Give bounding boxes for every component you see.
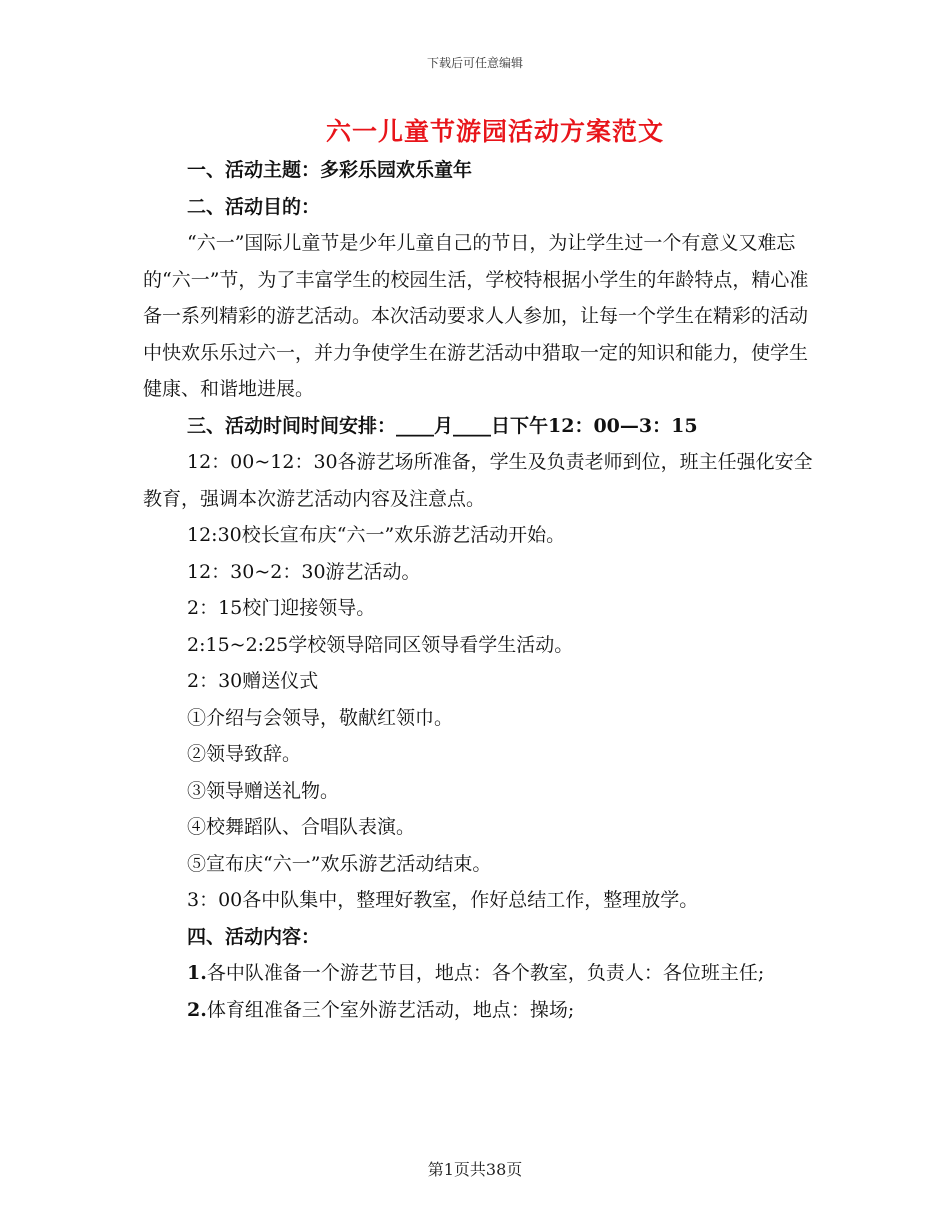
content-item: [143, 992, 813, 1029]
schedule-item: 2:15~2:25学校领导陪同区领导看学生活动。: [187, 633, 574, 656]
schedule-item: ④校舞蹈队、合唱队表演。: [187, 816, 416, 838]
schedule-item: ⑤宣布庆“六一”欢乐游艺活动结束。: [187, 852, 492, 875]
document-title: 六一儿童节游园活动方案范文: [325, 117, 664, 146]
content-item-text: 各中队准备一个游艺节目，地点：各个教室，负责人：各位班主任;: [206, 962, 765, 984]
schedule-item: 2：15校门迎接领导。: [187, 597, 376, 619]
document-body: [143, 152, 813, 1028]
schedule-item: 12：00~12：30各游艺场所准备，学生及负责老师到位，班主任强化安全教育，强调本次游艺活动内容及注意点。: [143, 451, 813, 510]
schedule-item: ①介绍与会领导，敬献红领巾。: [187, 706, 454, 729]
page-footer: 第1页共38页: [427, 1160, 523, 1179]
schedule-item: 2：30赠送仪式: [187, 670, 319, 692]
section-theme: 一、活动主题：多彩乐园欢乐童年: [187, 159, 473, 181]
content-item-text: 体育组准备三个室外游艺活动，地点：操场;: [206, 998, 575, 1021]
schedule-item: 12:30校长宣布庆“六一”欢乐游艺活动开始。: [187, 524, 566, 546]
content-item-number: 2.: [187, 998, 207, 1021]
content-item: [143, 955, 813, 992]
schedule-item: 12：30~2：30游艺活动。: [187, 560, 421, 583]
section-schedule-heading: 三、活动时间时间安排：____月____日下午12：00—3：15: [187, 414, 698, 437]
schedule-item: ③领导赠送礼物。: [187, 779, 340, 802]
section-purpose-heading: 二、活动目的：: [187, 195, 321, 218]
schedule-item: 3：00各中队集中，整理好教室，作好总结工作，整理放学。: [187, 889, 699, 911]
section-content-heading: 四、活动内容：: [187, 925, 321, 948]
content-item-number: 1.: [187, 962, 207, 984]
schedule-item: ②领导致辞。: [187, 743, 302, 765]
header-note: 下载后可任意编辑: [426, 56, 523, 70]
section-purpose-text: “六一”国际儿童节是少年儿童自己的节日，为让学生过一个有意义又难忘的“六一”节，为了丰富学生的校园生活，学校特根据小学生的年龄特点，精心准备一系列精彩的游艺活动。本次活动要求人人参加，让每一个学生在精彩的活动中快欢乐乐过六一，并力争使学生在游艺活动中猎取一定的知识和能力，使学生健康、和谐地进展。: [143, 232, 809, 400]
